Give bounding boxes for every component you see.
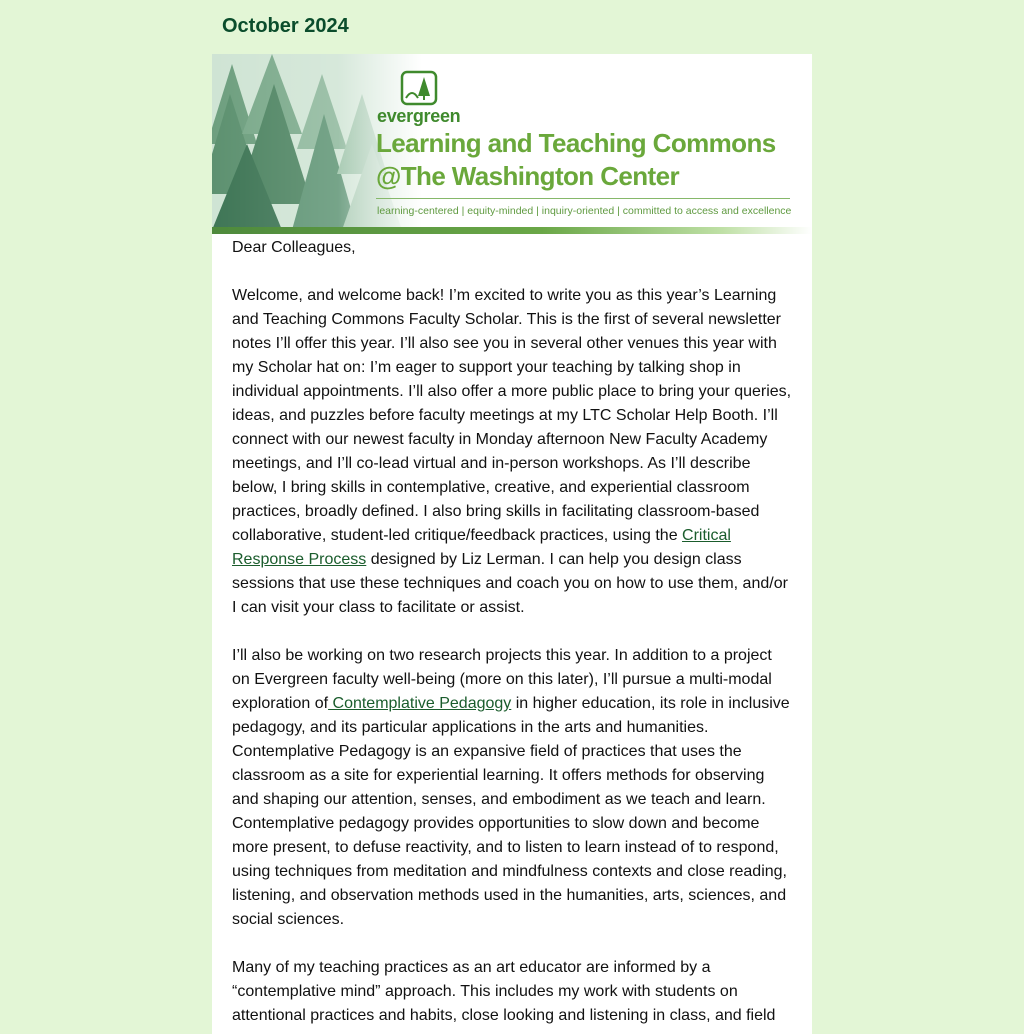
critical-response-process-link[interactable]: Critical Response Process [232,527,731,568]
banner-title-line1: Learning and Teaching Commons [376,128,776,158]
evergreen-logo-icon [400,70,438,106]
paragraph-2 [232,644,792,932]
paragraph-1-text-b: designed by Liz Lerman. I can help you design class sessions that use these techniques and coach you on how to use them, and/or I can visit your class to facilitate or assist. [232,551,788,616]
issue-date: October 2024 [222,15,349,37]
paragraph-1 [232,284,792,620]
header-banner [212,54,812,236]
paragraph-1-text-a: Welcome, and welcome back! I’m excited to write you as this year’s Learning and Teaching Commons Faculty Scholar. This is the first of several newsletter notes I’ll offer this year. I’ll also see you in several other venues this year with my Scholar hat on: I’m eager to support your teaching by talking shop in individual appointments. I’ll also offer a more public place to bring your queries, ideas, and puzzles before faculty meetings at my LTC Scholar Help Booth. I’ll connect with our newest faculty in Monday afternoon New Faculty Academy meetings, and I’ll co-lead virtual and in-person workshops. As I’ll describe below, I bring skills in contemplative, creative, and experiential classroom practices, broadly defined. I also bring skills in facilitating classroom-based collaborative, student-led critique/feedback practices, using the [232,287,792,544]
brand-name: evergreen [377,106,461,126]
tagline-divider [376,198,790,199]
letter-body [212,236,812,1028]
banner-title-line2: @The Washington Center [376,161,679,191]
banner-tagline: learning-centered | equity-minded | inquiry-oriented | committed to access and excellence [377,205,792,217]
contemplative-pedagogy-link[interactable]: Contemplative Pedagogy [328,695,512,712]
paragraph-3: Many of my teaching practices as an art educator are informed by a “contemplative mind” approach. This includes my work with students on attentional practices and habits, close looking and listening in class, and field [232,959,776,1024]
paragraph-2-text-a: I’ll also be working on two research projects this year. In addition to a project on Evergreen faculty well-being (more on this later), I’ll pursue a multi-modal exploration of [232,647,772,712]
salutation: Dear Colleagues, [232,239,356,256]
paragraph-2-text-b: in higher education, its role in inclusive pedagogy, and its particular applications in the arts and humanities. Contemplative Pedagogy is an expansive field of practices that uses the classroom as a site for experiential learning. It offers methods for observing and shaping our attention, senses, and embodiment as we teach and learn. Contemplative pedagogy provides opportunities to slow down and become more present, to defuse reactivity, and to listen to learn instead of to respond, using techniques from meditation and mindfulness contexts and close reading, listening, and observation methods used in the humanities, arts, sciences, and social sciences. [232,695,790,928]
banner-accent-bar [212,227,812,234]
newsletter-sheet [212,54,812,1034]
